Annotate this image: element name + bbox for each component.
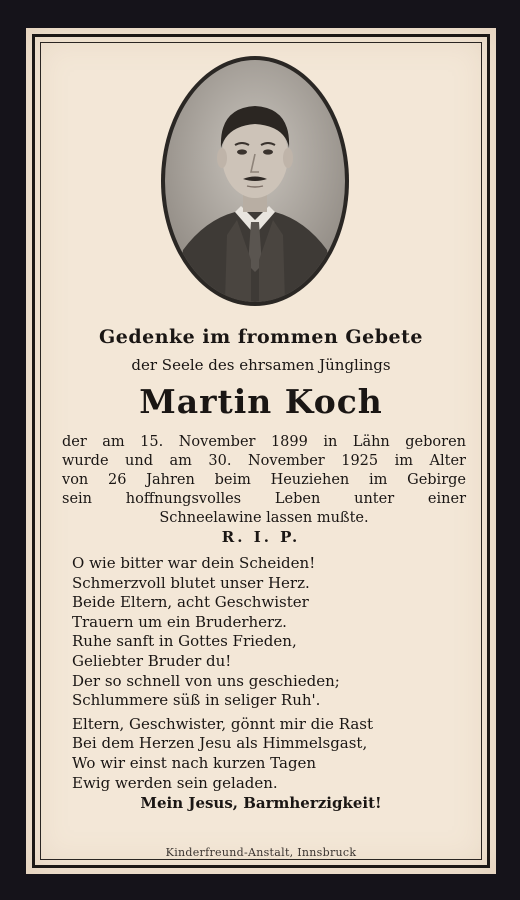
rip-text: R. I. P.	[221, 528, 301, 546]
deceased-name: Martin Koch	[139, 382, 383, 421]
poem-line: Der so schnell von uns geschieden;	[72, 671, 340, 690]
poem-line: O wie bitter war dein Scheiden!	[72, 554, 316, 572]
bio-line: der am 15. November 1899 in Lähn geboren	[62, 434, 466, 450]
poem-line: Eltern, Geschwister, gönnt mir die Rast	[72, 714, 373, 733]
poem-line: Schmerzvoll blutet unser Herz.	[72, 573, 310, 592]
poem-line: Beide Eltern, acht Geschwister	[72, 593, 309, 612]
memorial-poem	[72, 554, 373, 793]
poem-line: Ruhe sanft in Gottes Frieden,	[72, 632, 297, 651]
bio-line: wurde und am 30. November 1925 im Alter	[62, 453, 466, 469]
poem-line: Bei dem Herzen Jesu als Himmelsgast,	[72, 734, 368, 753]
closing-prayer: Mein Jesus, Barmherzigkeit!	[140, 794, 382, 812]
poem-line: Geliebter Bruder du!	[72, 651, 232, 670]
biography-text	[62, 433, 466, 528]
poem-line: Wo wir einst nach kurzen Tagen	[72, 753, 317, 772]
bio-line: von 26 Jahren beim Heuziehen im Gebirge	[62, 472, 466, 488]
printer-credit: Kinderfreund-Anstalt, Innsbruck	[165, 846, 357, 859]
memorial-subheading: der Seele des ehrsamen Jünglings	[131, 356, 391, 374]
bio-line: sein hoffnungsvolles Leben unter einer	[62, 491, 466, 507]
memorial-heading: Gedenke im frommen Gebete	[99, 326, 423, 348]
memorial-card	[26, 28, 496, 874]
poem-line: Schlummere süß in seliger Ruh'.	[72, 691, 321, 710]
bio-line: Schneelawine lassen mußte.	[159, 510, 369, 526]
portrait-photo	[161, 56, 349, 306]
poem-line: Ewig werden sein geladen.	[72, 773, 278, 792]
poem-line: Trauern um ein Bruderherz.	[72, 612, 287, 631]
portrait-image	[165, 60, 345, 302]
